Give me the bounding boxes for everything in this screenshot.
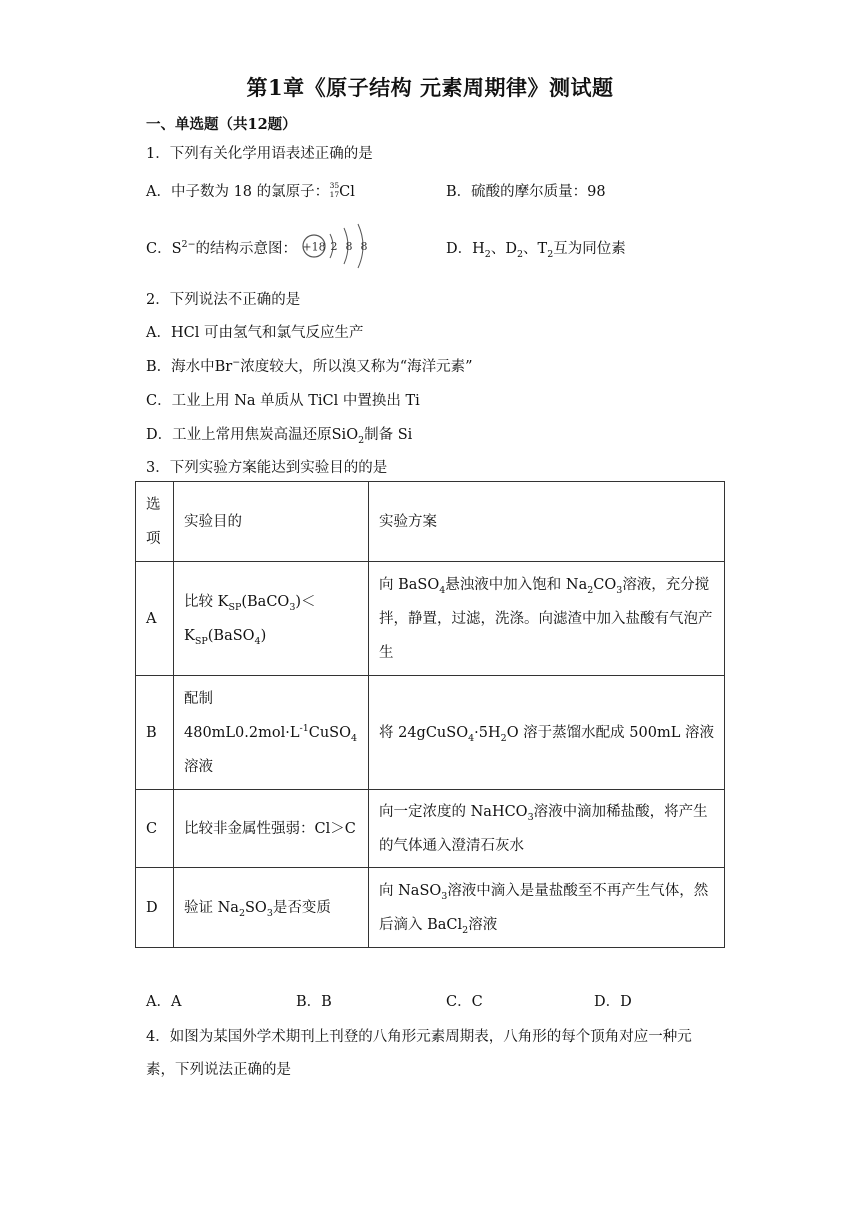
q3-choice-d: D．D xyxy=(594,994,632,1010)
q3-choice-a: A．A xyxy=(146,994,182,1010)
row-purpose: 比较非金属性强弱：Cl＞C xyxy=(174,790,369,868)
q3-choice-b: B．B xyxy=(296,994,332,1010)
table-row xyxy=(136,790,725,868)
q3-choice-c: C．C xyxy=(446,994,483,1010)
section-heading: 一、单选题（共12题） xyxy=(146,116,297,133)
isotope-notation: 35 17 xyxy=(329,181,340,199)
shell-3-electrons: 8 xyxy=(360,240,368,253)
q1-option-c: C．$S^{2-}$的结构示意图： xyxy=(146,239,298,257)
table-header-row xyxy=(136,482,725,562)
q2-option-a: A．HCl 可由氢气和氯气反应生产 xyxy=(146,325,364,341)
sulfide-structure-diagram xyxy=(300,222,380,272)
header-purpose: 实验目的 xyxy=(174,482,369,562)
nucleus-charge: +18 xyxy=(302,240,326,254)
header-plan: 实验方案 xyxy=(369,482,725,562)
q2-option-b: B．海水中Br−浓度较大，所以溴又称为“海洋元素” xyxy=(146,357,473,375)
row-option: B xyxy=(136,676,174,790)
header-option: 选项 xyxy=(136,482,174,562)
q2-option-c: C．工业上用 Na 单质从 TiCl 中置换出 Ti xyxy=(146,393,420,409)
q4-stem-line2: 素，下列说法正确的是 xyxy=(146,1062,291,1078)
row-option: D xyxy=(136,868,174,948)
row-plan: 将 $24gCuSO_4\cdot 5H_2O$ 溶于蒸馏水配成 500mL 溶液 xyxy=(369,676,725,790)
row-purpose: 比较 $K_{SP}(BaCO_3)<$ $K_{SP}(BaSO_4)$ xyxy=(174,562,369,676)
q4-stem-line1: 4．如图为某国外学术期刊上刊登的八角形元素周期表，八角形的每个顶角对应一种元 xyxy=(146,1029,692,1045)
q1-option-d: D．$H_2$、$D_2$、$T_2$互为同位素 xyxy=(446,241,626,260)
row-purpose: 验证 $Na_2SO_3$是否变质 xyxy=(174,868,369,948)
q3-stem: 3．下列实验方案能达到实验目的的是 xyxy=(146,460,388,476)
shell-2-electrons: 8 xyxy=(345,240,353,253)
row-option: A xyxy=(136,562,174,676)
q1-option-b: B．硫酸的摩尔质量：98 xyxy=(446,184,606,200)
shell-1-electrons: 2 xyxy=(330,240,338,253)
page-title: 第1章《原子结构 元素周期律》测试题 xyxy=(246,75,614,100)
q2-stem: 2．下列说法不正确的是 xyxy=(146,292,301,308)
q2-option-d: D．工业上常用焦炭高温还原SiO$_2$制备 Si xyxy=(146,427,413,446)
experiment-table xyxy=(135,481,725,948)
q1-stem: 1．下列有关化学用语表述正确的是 xyxy=(146,146,373,162)
row-option: C xyxy=(136,790,174,868)
row-purpose: 配制 $480mL0.2mol\cdot L^{-1}CuSO_4$溶液 xyxy=(174,676,369,790)
table-row xyxy=(136,676,725,790)
table-row xyxy=(136,562,725,676)
row-plan: 向 NaSO$_3$溶液中滴入是量盐酸至不再产生气体，然后滴入 BaCl$_2$溶液 xyxy=(369,868,725,948)
q1-option-a: A．中子数为 18 的氯原子： 35 17 Cl xyxy=(146,181,355,200)
row-plan: 向一定浓度的 NaHCO$_3$溶液中滴加稀盐酸，将产生的气体通入澄清石灰水 xyxy=(369,790,725,868)
row-plan: 向 BaSO$_4$悬浊液中加入饱和 $Na_2CO_3$溶液，充分搅拌，静置，过滤，洗涤。向滤渣中加入盐酸有气泡产生 xyxy=(369,562,725,676)
table-row xyxy=(136,868,725,948)
